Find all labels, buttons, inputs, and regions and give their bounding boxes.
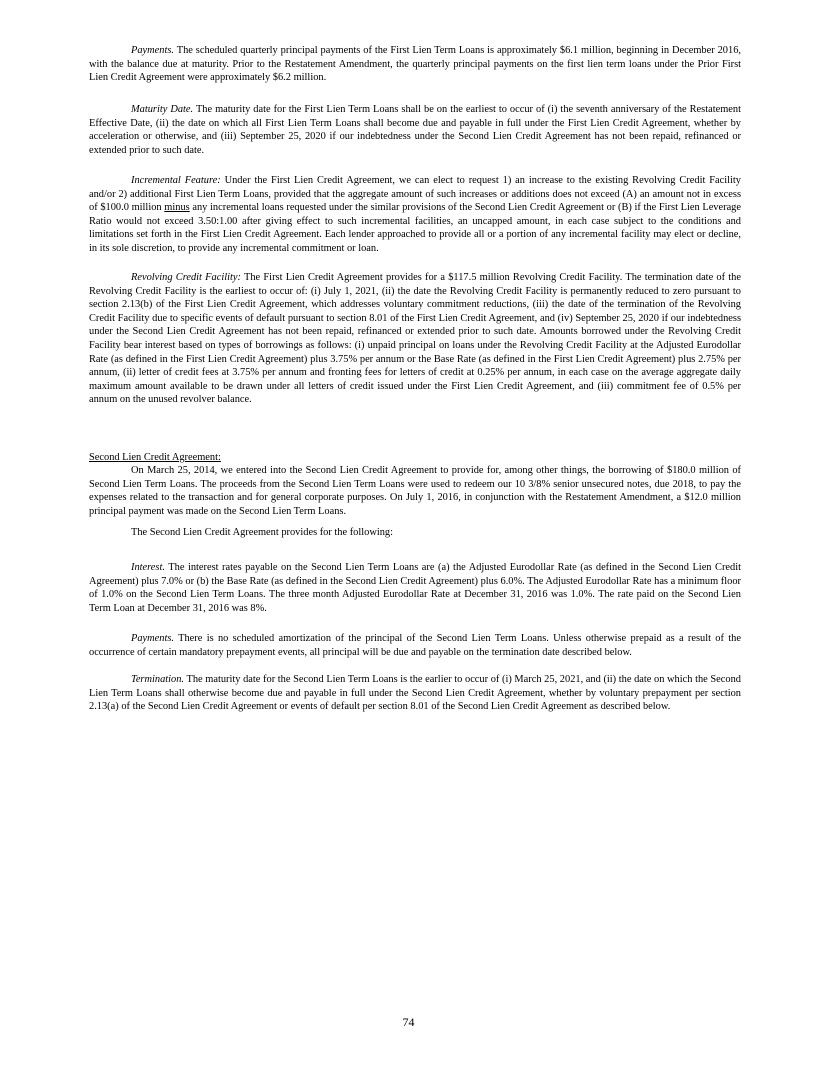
incremental-title: Incremental Feature: xyxy=(131,175,221,186)
incremental-text-a: Under the First Lien Credit Agreement, we can elect to request 1) an increase to the existing Revolving Credit Facility and/or 2) additional First Lien Term Loans, provided that the aggregate amount of such increases or additions does not exceed (A) an amount not in excess of $100.0 million xyxy=(89,175,741,214)
payments-text: The scheduled quarterly principal payments of the First Lien Term Loans is approximately $6.1 million, beginning in December 2016, with the balance due at maturity. Prior to the Restatement Amendment, the quarterly principal payments on the first lien term loans under the Prior First Lien Credit Agreement were approximately $6.2 million. xyxy=(89,45,741,84)
revolving-credit-paragraph xyxy=(89,271,741,407)
revolving-title: Revolving Credit Facility: xyxy=(131,272,241,283)
payments-second-lien-paragraph xyxy=(89,632,741,659)
termination-title: Termination. xyxy=(131,674,185,685)
second-lien-intro-paragraph: On March 25, 2014, we entered into the Second Lien Credit Agreement to provide for, among other things, the borrowing of $180.0 million of Second Lien Term Loans. The proceeds from the Second Lien Term Loans were used to redeem our 10 3/8% senior unsecured notes, due 2018, to pay the expenses related to the transaction and for general corporate purposes. On July 1, 2016, in conjunction with the Restatement Amendment, a $12.0 million principal payment was made on the Second Lien Term Loans. xyxy=(89,465,741,517)
payments-title: Payments. xyxy=(131,45,174,56)
payments-second-text: There is no scheduled amortization of the principal of the Second Lien Term Loans. Unless otherwise prepaid as a result of the occurrence of certain mandatory prepayment events, all principal will be due and payable on the termination date described below. xyxy=(89,633,741,658)
maturity-title: Maturity Date. xyxy=(131,104,194,115)
maturity-text: The maturity date for the First Lien Term Loans shall be on the earliest to occur of (i) the seventh anniversary of the Restatement Effective Date, (ii) the date on which all First Lien Term Loans shall become due and payable in full under the First Lien Credit Agreement, whether by acceleration or otherwise, and (iii) September 25, 2020 if our indebtedness under the Second Lien Credit Agreement has not been repaid, refinanced or extended prior to such date. xyxy=(89,104,741,156)
second-lien-heading-colon: : xyxy=(217,452,221,463)
termination-paragraph xyxy=(89,673,741,714)
incremental-text-b: any incremental loans requested under the similar provisions of the Second Lien Credit Agreement or (B) if the First Lien Leverage Ratio would not exceed 3.50:1.00 after giving effect to such incremental facilities, an uncapped amount, in each case subject to the conditions and limitations set forth in the First Lien Credit Agreement. Each lender approached to provide all or a portion of any incremental facility may elect or decline, in its sole discretion, to provide any incremental commitment or loan. xyxy=(89,202,741,254)
second-lien-heading xyxy=(89,451,221,465)
provides-paragraph: The Second Lien Credit Agreement provides for the following: xyxy=(131,527,394,538)
interest-paragraph xyxy=(89,561,741,615)
incremental-feature-paragraph xyxy=(89,174,741,256)
interest-text: The interest rates payable on the Second Lien Term Loans are (a) the Adjusted Eurodollar Rate (as defined in the Second Lien Credit Agreement) plus 7.0% or (b) the Base Rate (as defined in the Second Lien Credit Agreement) plus 6.0%. The Adjusted Eurodollar Rate has a minimum floor of 1.0% on the Second Lien Term Loans. The three month Adjusted Eurodollar Rate at December 31, 2016 was 1.0%. The rate paid on the Second Lien Term Loan at December 31, 2016 was 8%. xyxy=(89,562,741,614)
termination-text: The maturity date for the Second Lien Term Loans is the earlier to occur of (i) March 25, 2021, and (ii) the date on which the Second Lien Term Loans shall otherwise become due and payable in full under the Second Lien Credit Agreement, whether by voluntary prepayment per section 2.13(a) of the Second Lien Credit Agreement or events of default per section 8.01 of the Second Lien Credit Agreement as described below. xyxy=(89,674,741,713)
payments-first-lien-paragraph xyxy=(89,44,741,85)
interest-title: Interest. xyxy=(131,562,165,573)
incremental-minus: minus xyxy=(164,202,190,214)
maturity-date-paragraph xyxy=(89,103,741,157)
payments-second-title: Payments. xyxy=(131,633,174,644)
revolving-text: The First Lien Credit Agreement provides for a $117.5 million Revolving Credit Facility. The termination date of the Revolving Credit Facility is the earliest to occur of: (i) July 1, 2021, (ii) the date the Revolving Credit Facility is permanently reduced to zero pursuant to section 2.13(b) of the First Lien Credit Agreement, which addresses voluntary commitment reductions, (iii) the date of the termination of the Revolving Credit Facility due to specific events of default pursuant to section 8.01 of the First Lien Credit Agreement, and (iv) September 25, 2020 if our indebtedness under the Second Lien Credit Agreement has not been repaid, refinanced or extended prior to such date. Amounts borrowed under the Revolving Credit Facility bear interest based on types of borrowings as follows: (i) unpaid principal on loans under the Revolving Credit Facility at the Adjusted Eurodollar Rate (as defined in the First Lien Credit Agreement) plus 3.75% per annum or the Base Rate (as defined in the First Lien Credit Agreement) plus 2.75% per annum, (ii) letter of credit fees at 3.75% per annum and fronting fees for letters of credit at 0.25% per annum, in each case on the average aggregate daily maximum amount available to be drawn under all letters of credit issued under the First Lien Credit Agreement, and (iii) commitment fee of 0.5% per annum on the unused revolver balance. xyxy=(89,272,741,406)
second-lien-heading-text: Second Lien Credit Agreement xyxy=(89,452,218,463)
page-number: 74 xyxy=(402,1015,415,1029)
